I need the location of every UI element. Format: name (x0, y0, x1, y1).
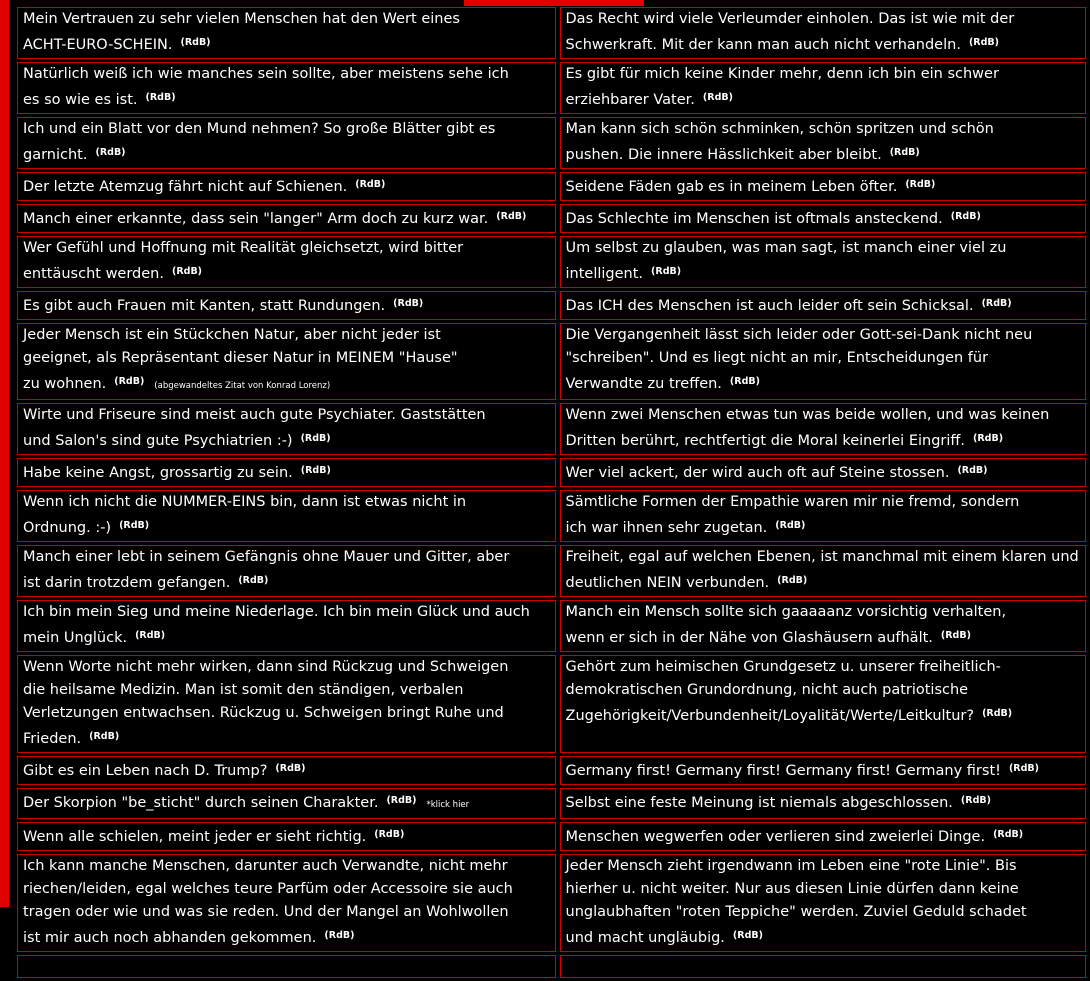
quote-cell-right (560, 62, 1086, 114)
author-signature: (RdB) (145, 92, 176, 103)
quote-row (17, 62, 1086, 114)
quote-line: intelligent. (565, 266, 644, 282)
quote-line: Sämtliche Formen der Empathie waren mir nie fremd, sondern (565, 494, 1020, 510)
quote-cell-left (17, 236, 556, 288)
author-signature: (RdB) (777, 575, 808, 586)
quote-line: Ordnung. :-) (23, 520, 112, 536)
quote-cell-left (17, 117, 556, 169)
author-signature: (RdB) (981, 298, 1012, 309)
author-signature: (RdB) (905, 179, 936, 190)
quote-line: garnicht. (23, 147, 88, 163)
quote-line: Ich und ein Blatt vor den Mund nehmen? So große Blätter gibt es (23, 121, 496, 137)
quote-row (17, 117, 1086, 169)
quote-row (17, 600, 1086, 652)
quote-line: die heilsame Medizin. Man ist somit den ständigen, verbalen (23, 682, 464, 698)
quote-cell-left (17, 204, 556, 233)
quote-line: demokratischen Grundordnung, nicht auch patriotische (565, 682, 969, 698)
quote-row (17, 172, 1086, 201)
quote-line: wenn er sich in der Nähe von Glashäusern aufhält. (565, 630, 933, 646)
author-signature: (RdB) (940, 630, 971, 641)
quote-row (17, 655, 1086, 753)
quote-line: pushen. Die innere Hässlichkeit aber bleibt. (565, 147, 882, 163)
quote-line: Wer viel ackert, der wird auch oft auf Steine stossen. (565, 465, 950, 481)
quote-cell-right (560, 117, 1086, 169)
author-signature: (RdB) (238, 575, 269, 586)
author-signature: (RdB) (702, 92, 733, 103)
quote-line: erziehbarer Vater. (565, 92, 695, 108)
quote-row (17, 403, 1086, 455)
author-signature: (RdB) (119, 520, 150, 531)
quote-line: enttäuscht werden. (23, 266, 164, 282)
quote-cell-left (17, 291, 556, 320)
quote-line: Wenn zwei Menschen etwas tun was beide wollen, und was keinen (565, 407, 1050, 423)
quotes-table (13, 4, 1090, 981)
quote-line: Es gibt auch Frauen mit Kanten, statt Rundungen. (23, 298, 386, 314)
quote-row (17, 204, 1086, 233)
quote-cell-left (17, 403, 556, 455)
author-signature: (RdB) (729, 376, 760, 387)
author-signature: (RdB) (982, 708, 1013, 719)
author-signature: (RdB) (114, 376, 145, 387)
author-signature: (RdB) (355, 179, 386, 190)
quote-row (17, 788, 1086, 819)
quote-line: Frieden. (23, 731, 82, 747)
quote-line: Verletzungen entwachsen. Rückzug u. Schweigen bringt Ruhe und (23, 705, 504, 721)
quote-row (17, 236, 1086, 288)
quote-cell-right (560, 854, 1086, 952)
quote-line: Gibt es ein Leben nach D. Trump? (23, 763, 268, 779)
author-signature: (RdB) (889, 147, 920, 158)
quote-line: ich war ihnen sehr zugetan. (565, 520, 768, 536)
quote-cell-right (560, 788, 1086, 819)
quote-cell-right (560, 545, 1086, 597)
quote-line: ist darin trotzdem gefangen. (23, 575, 231, 591)
quote-line: Der Skorpion "be_sticht" durch seinen Charakter. (23, 795, 379, 811)
quote-line: Mein Vertrauen zu sehr vielen Menschen hat den Wert eines (23, 11, 460, 27)
quote-cell-right (560, 323, 1086, 400)
quote-row (17, 545, 1086, 597)
quote-line: es so wie es ist. (23, 92, 138, 108)
quote-row (17, 822, 1086, 851)
quote-row (17, 955, 1086, 978)
author-signature: (RdB) (775, 520, 806, 531)
author-signature: (RdB) (993, 829, 1024, 840)
quote-cell-left (17, 822, 556, 851)
quote-line: Seidene Fäden gab es in meinem Leben öfter. (565, 179, 898, 195)
quote-row (17, 291, 1086, 320)
quote-line: Gehört zum heimischen Grundgesetz u. unserer freiheitlich- (565, 659, 1001, 675)
quote-line: Jeder Mensch zieht irgendwann im Leben eine "rote Linie". Bis (565, 858, 1017, 874)
quote-line: ACHT-EURO-SCHEIN. (23, 37, 173, 53)
quote-line: Man kann sich schön schminken, schön spritzen und schön (565, 121, 994, 137)
quote-cell-right (560, 655, 1086, 753)
quote-line: Das Recht wird viele Verleumder einholen. Das ist wie mit der (565, 11, 1015, 27)
quote-row (17, 756, 1086, 785)
quote-line: Der letzte Atemzug fährt nicht auf Schienen. (23, 179, 348, 195)
quote-cell-right (560, 291, 1086, 320)
author-signature: (RdB) (950, 211, 981, 222)
author-signature: (RdB) (393, 298, 424, 309)
author-signature: (RdB) (968, 37, 999, 48)
quote-line: mein Unglück. (23, 630, 128, 646)
quote-line: Wenn alle schielen, meint jeder er sieht richtig. (23, 829, 367, 845)
quote-cell-right (560, 172, 1086, 201)
quote-row (17, 854, 1086, 952)
author-signature: (RdB) (651, 266, 682, 277)
quote-cell-left (17, 600, 556, 652)
quote-line: Jeder Mensch ist ein Stückchen Natur, aber nicht jeder ist (23, 327, 441, 343)
author-signature: (RdB) (300, 465, 331, 476)
quote-cell-left (17, 323, 556, 400)
quote-line: unglaubhaften "roten Teppiche" werden. Zuviel Geduld schadet (565, 904, 1027, 920)
quote-row (17, 490, 1086, 542)
quote-line: Ich bin mein Sieg und meine Niederlage. Ich bin mein Glück und auch (23, 604, 530, 620)
quote-cell-right (560, 236, 1086, 288)
quote-row (17, 458, 1086, 487)
quote-line: deutlichen NEIN verbunden. (565, 575, 770, 591)
click-here-link[interactable]: *klick hier (426, 800, 470, 810)
quote-line: hierher u. nicht weiter. Nur aus diesen Linie dürfen dann keine (565, 881, 1019, 897)
quote-line: Manch ein Mensch sollte sich gaaaaanz vorsichtig verhalten, (565, 604, 1007, 620)
quote-row (17, 323, 1086, 400)
quote-cell-right (560, 756, 1086, 785)
quote-line: zu wohnen. (23, 376, 107, 392)
quote-line: und macht ungläubig. (565, 930, 725, 946)
quote-cell-left (17, 955, 556, 978)
quote-cell-right (560, 403, 1086, 455)
quote-line: geeignet, als Repräsentant dieser Natur in MEINEM "Hause" (23, 350, 458, 366)
quote-cell-left (17, 788, 556, 819)
quote-cell-left (17, 854, 556, 952)
quote-line: Wenn Worte nicht mehr wirken, dann sind Rückzug und Schweigen (23, 659, 509, 675)
quote-cell-right (560, 822, 1086, 851)
quote-cell-left (17, 490, 556, 542)
author-signature: (RdB) (1008, 763, 1039, 774)
quote-line: Schwerkraft. Mit der kann man auch nicht verhandeln. (565, 37, 961, 53)
quote-line: Dritten berührt, rechtfertigt die Moral keinerlei Eingriff. (565, 433, 965, 449)
quote-line: Natürlich weiß ich wie manches sein sollte, aber meistens sehe ich (23, 66, 509, 82)
author-signature: (RdB) (171, 266, 203, 277)
quote-line: riechen/leiden, egal welches teure Parfüm oder Accessoire sie auch (23, 881, 513, 897)
quote-line: Ich kann manche Menschen, darunter auch Verwandte, nicht mehr (23, 858, 508, 874)
quote-cell-right (560, 600, 1086, 652)
quote-line: Es gibt für mich keine Kinder mehr, denn ich bin ein schwer (565, 66, 999, 82)
quote-cell-left (17, 7, 556, 59)
author-signature: (RdB) (275, 763, 306, 774)
author-signature: (RdB) (89, 731, 120, 742)
author-signature: (RdB) (135, 630, 166, 641)
quote-line: Wirte und Friseure sind meist auch gute Psychiater. Gaststätten (23, 407, 486, 423)
quote-line: Um selbst zu glauben, was man sagt, ist manch einer viel zu (565, 240, 1007, 256)
author-signature: (RdB) (374, 829, 405, 840)
quote-cell-left (17, 172, 556, 201)
quote-line: Zugehörigkeit/Verbundenheit/Loyalität/Werte/Leitkultur? (565, 708, 975, 724)
quote-line: Selbst eine feste Meinung ist niemals abgeschlossen. (565, 795, 953, 811)
quote-line: Freiheit, egal auf welchen Ebenen, ist manchmal mit einem klaren und (565, 549, 1079, 565)
author-signature: (RdB) (324, 930, 355, 941)
quote-line: Verwandte zu treffen. (565, 376, 722, 392)
quote-line: tragen oder wie und was sie reden. Und der Mangel an Wohlwollen (23, 904, 509, 920)
author-signature: (RdB) (386, 795, 417, 806)
quote-line: und Salon's sind gute Psychiatrien :-) (23, 433, 293, 449)
quote-row (17, 7, 1086, 59)
quote-line: Die Vergangenheit lässt sich leider oder Gott-sei-Dank nicht neu (565, 327, 1033, 343)
author-signature: (RdB) (957, 465, 988, 476)
quote-cell-right (560, 7, 1086, 59)
author-signature: (RdB) (95, 147, 126, 158)
quote-line: Das ICH des Menschen ist auch leider oft sein Schicksal. (565, 298, 974, 314)
author-signature: (RdB) (300, 433, 331, 444)
quote-line: "schreiben". Und es liegt nicht an mir, Entscheidungen für (565, 350, 989, 366)
author-signature: (RdB) (960, 795, 991, 806)
quote-cell-left (17, 756, 556, 785)
author-signature: (RdB) (973, 433, 1004, 444)
author-signature: (RdB) (180, 37, 211, 48)
quote-cell-right (560, 458, 1086, 487)
quote-line: Manch einer lebt in seinem Gefängnis ohne Mauer und Gitter, aber (23, 549, 510, 565)
citation-note: (abgewandeltes Zitat von Konrad Lorenz) (154, 381, 331, 391)
quote-line: Germany first! Germany first! Germany first! Germany first! (565, 763, 1001, 779)
quote-line: Wer Gefühl und Hoffnung mit Realität gleichsetzt, wird bitter (23, 240, 464, 256)
quote-cell-right (560, 204, 1086, 233)
quote-line: ist mir auch noch abhanden gekommen. (23, 930, 317, 946)
author-signature: (RdB) (496, 211, 527, 222)
quote-cell-right (560, 955, 1086, 978)
quote-line: Wenn ich nicht die NUMMER-EINS bin, dann ist etwas nicht in (23, 494, 467, 510)
quote-cell-left (17, 458, 556, 487)
quote-line: Habe keine Angst, grossartig zu sein. (23, 465, 293, 481)
author-signature: (RdB) (732, 930, 763, 941)
quote-cell-left (17, 545, 556, 597)
quote-line: Manch einer erkannte, dass sein "langer" Arm doch zu kurz war. (23, 211, 489, 227)
quote-cell-right (560, 490, 1086, 542)
quote-line: Das Schlechte im Menschen ist oftmals ansteckend. (565, 211, 943, 227)
quote-line: Menschen wegwerfen oder verlieren sind zweierlei Dinge. (565, 829, 986, 845)
quote-cell-left (17, 655, 556, 753)
quote-cell-left (17, 62, 556, 114)
